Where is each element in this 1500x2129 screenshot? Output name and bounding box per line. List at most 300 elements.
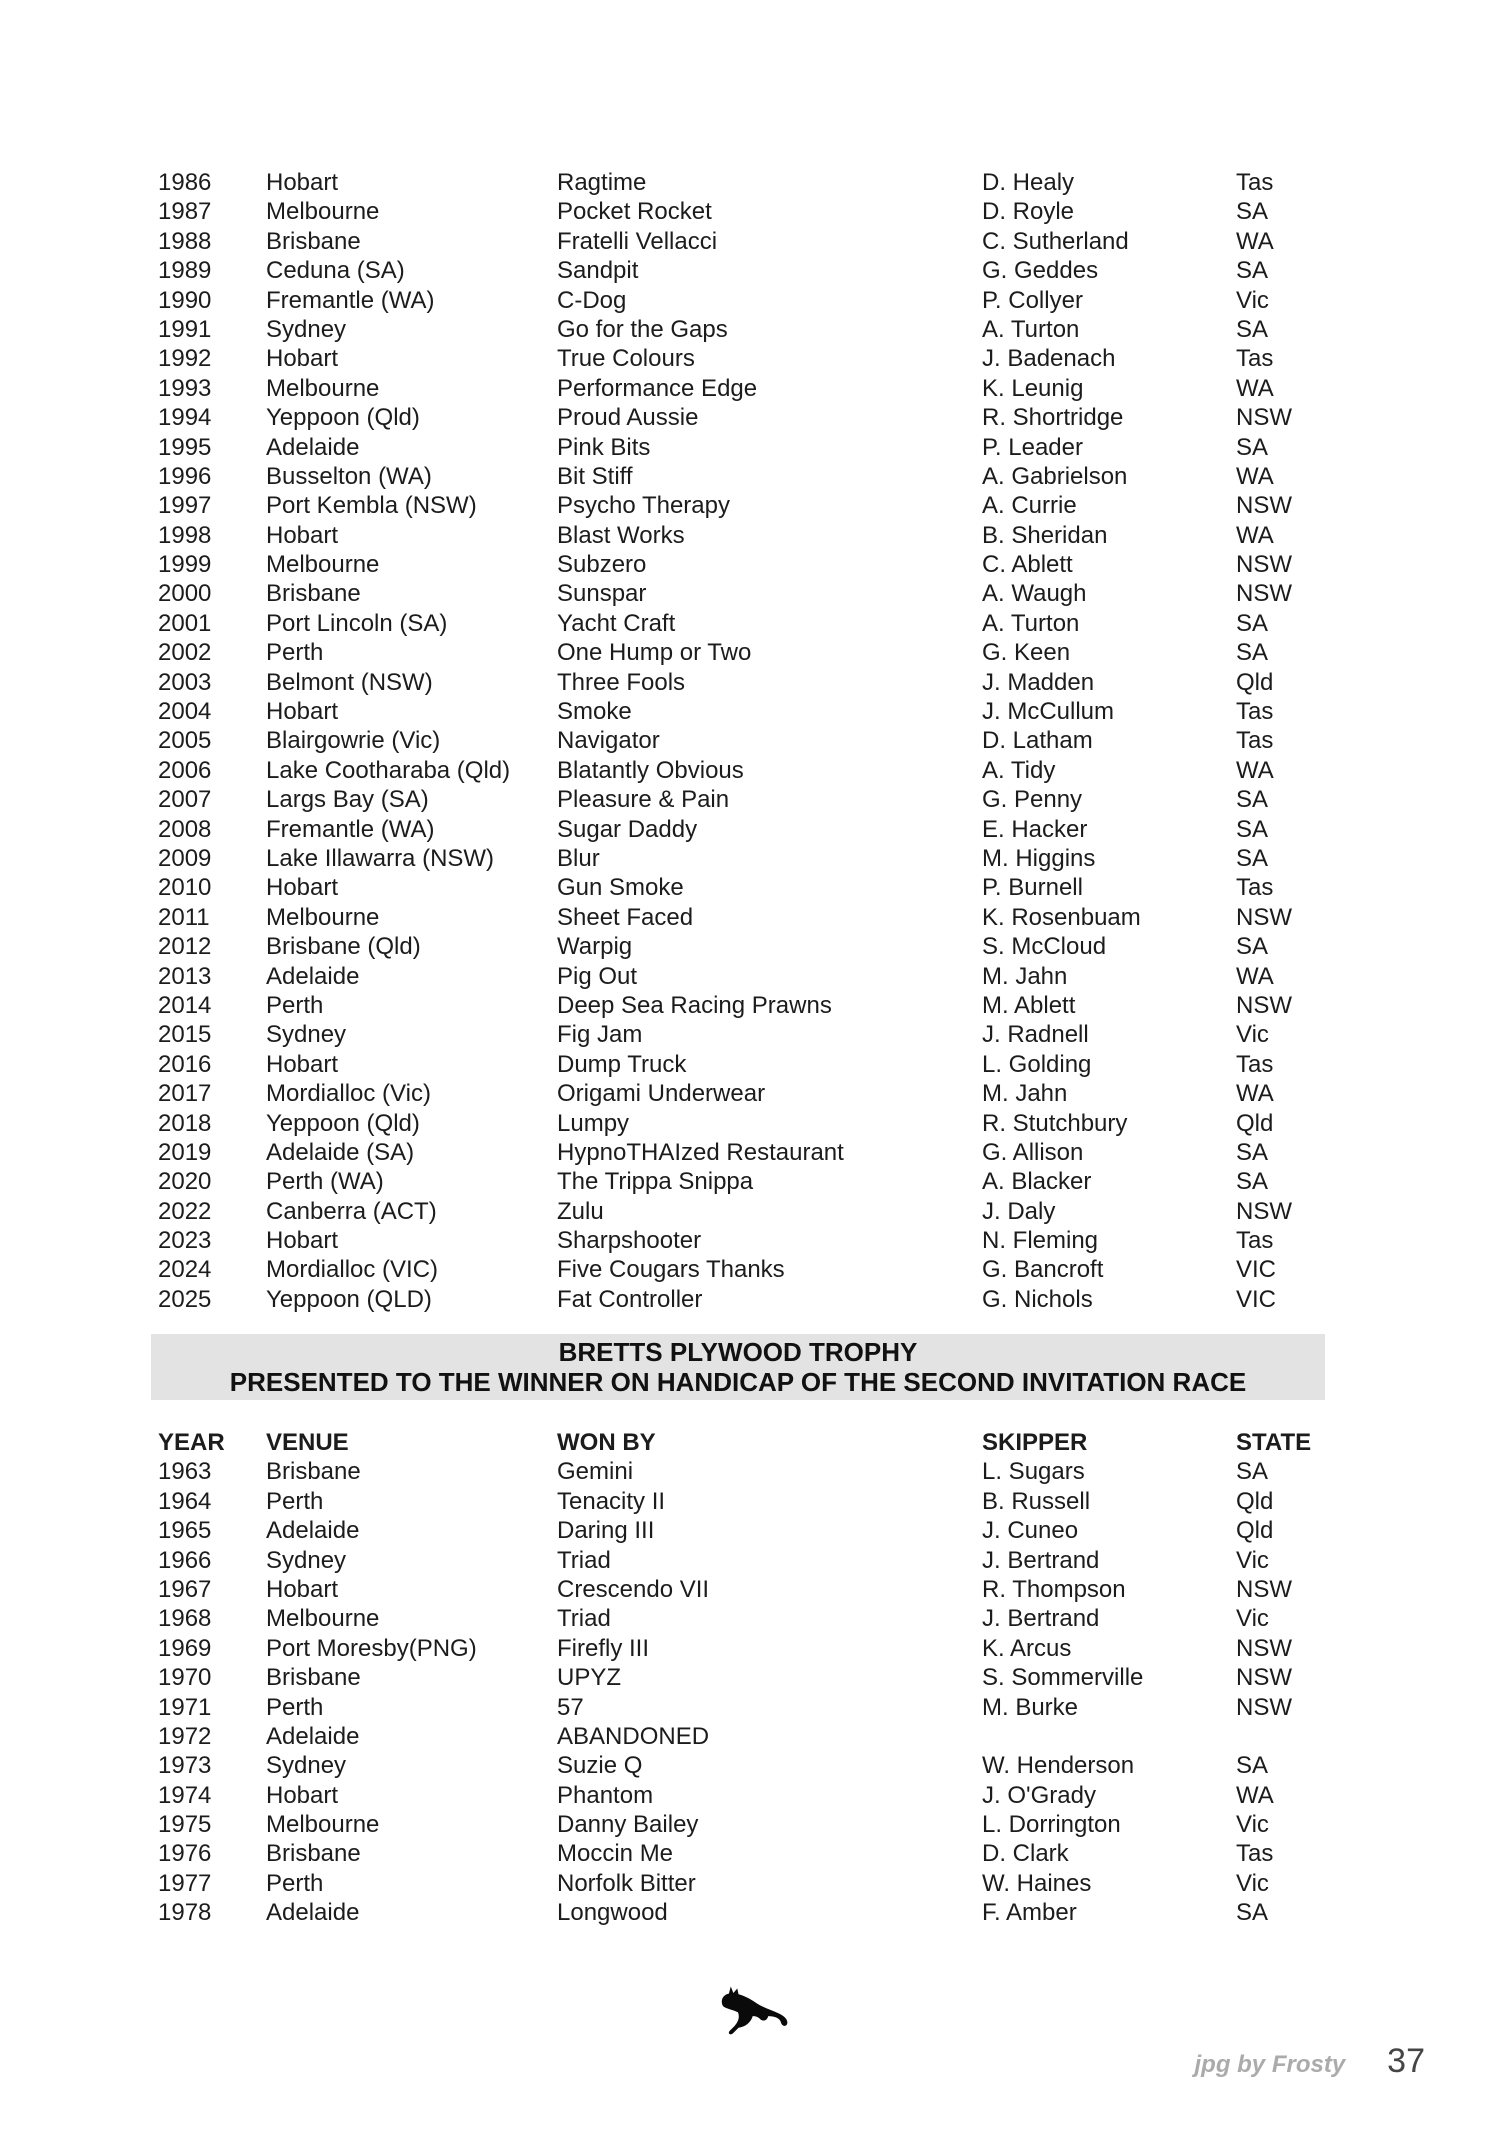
cell-won-by: True Colours [557,345,695,373]
cell-year: 2016 [158,1050,212,1078]
credit-text: jpg by Frosty [1194,2051,1346,2078]
cell-skipper: J. McCullum [982,698,1115,726]
cell-state: SA [1236,933,1269,961]
cell-venue: Hobart [266,1781,339,1809]
cell-skipper: E. Hacker [982,815,1088,843]
table-row [158,873,1325,902]
cell-won-by: Navigator [557,727,660,755]
cell-won-by: Deep Sea Racing Prawns [557,991,832,1019]
table-header-row [158,1428,1325,1457]
cell-won-by: Bit Stiff [557,462,633,490]
table-row [158,1869,1325,1898]
cell-venue: Adelaide (SA) [266,1138,415,1166]
cell-year: 2007 [158,786,212,814]
cell-won-by: Psycho Therapy [557,492,730,520]
cell-year: 1967 [158,1575,212,1603]
results-table-top [158,168,1325,1314]
table-row [158,286,1325,315]
cell-won-by: Warpig [557,933,633,961]
cell-year: 1988 [158,227,212,255]
table-row [158,1751,1325,1780]
cell-venue: Hobart [266,169,339,196]
cell-venue: Yeppoon (Qld) [266,404,420,432]
cell-state: SA [1236,639,1269,667]
cell-won-by: ABANDONED [557,1722,710,1750]
cell-skipper: K. Leunig [982,374,1084,402]
cell-state: VIC [1236,1285,1277,1313]
cell-won-by: Tenacity II [557,1487,666,1515]
cell-year: 2001 [158,609,212,637]
cell-venue: Hobart [266,1050,339,1078]
cell-won-by: Pleasure & Pain [557,786,730,814]
cell-year: 1977 [158,1869,212,1897]
cell-state: WA [1236,374,1274,402]
cell-year: 2024 [158,1256,212,1284]
cell-state [1236,1722,1325,1751]
cell-venue: Melbourne [266,198,380,226]
cell-skipper: G. Nichols [982,1285,1093,1313]
cell-venue: Melbourne [266,1605,380,1633]
cell-year: 1973 [158,1752,212,1780]
cell-won-by: Longwood [557,1899,668,1927]
table-row [158,668,1325,697]
cell-skipper: S. McCloud [982,933,1107,961]
cell-state: SA [1236,786,1269,814]
cell-venue: Fremantle (WA) [266,286,435,314]
cell-venue: Belmont (NSW) [266,668,433,696]
table-row [158,815,1325,844]
cell-venue: Perth [266,639,324,667]
header-venue: VENUE [266,1429,349,1456]
table-row [158,1898,1325,1927]
cell-state: NSW [1236,404,1292,432]
cell-venue: Brisbane [266,580,361,608]
header-state: STATE [1236,1429,1312,1456]
table-row [158,1226,1325,1255]
cell-won-by: Performance Edge [557,374,758,402]
cell-year: 1978 [158,1899,212,1927]
cell-skipper: D. Royle [982,198,1075,226]
cell-year: 2003 [158,668,212,696]
table-row [158,1781,1325,1810]
cell-state: Tas [1236,1050,1274,1078]
cell-skipper: M. Higgins [982,844,1096,872]
cell-skipper: J. Cuneo [982,1517,1079,1545]
cell-year: 2006 [158,756,212,784]
table-row [158,315,1325,344]
cell-year: 2019 [158,1138,212,1166]
cell-state: VIC [1236,1256,1277,1284]
cell-venue: Hobart [266,1227,339,1255]
cell-venue: Yeppoon (Qld) [266,1109,420,1137]
cell-state: NSW [1236,492,1292,520]
cell-skipper: A. Waugh [982,580,1087,608]
cell-won-by: Firefly III [557,1634,650,1662]
table-row [158,1693,1325,1722]
table-row [158,197,1325,226]
cell-skipper: J. Bertrand [982,1605,1100,1633]
cell-state: NSW [1236,1693,1292,1721]
cell-year: 2022 [158,1197,212,1225]
cell-won-by: Daring III [557,1517,655,1545]
cell-venue: Brisbane (Qld) [266,933,421,961]
table-row [158,227,1325,256]
cell-venue: Ceduna (SA) [266,257,405,285]
cell-skipper: G. Geddes [982,257,1099,285]
cell-venue: Perth [266,991,324,1019]
cell-skipper: C. Ablett [982,551,1073,579]
cell-won-by: Five Cougars Thanks [557,1256,785,1284]
cell-year: 1968 [158,1605,212,1633]
cell-venue: Adelaide [266,1899,360,1927]
cell-won-by: Sharpshooter [557,1227,702,1255]
cell-state: NSW [1236,1634,1292,1662]
table-row [158,1810,1325,1839]
cell-venue: Perth (WA) [266,1168,384,1196]
cell-skipper: W. Henderson [982,1752,1135,1780]
cell-year: 2014 [158,991,212,1019]
cell-won-by: Sandpit [557,257,639,285]
cell-year: 2004 [158,698,212,726]
cell-won-by: Zulu [557,1197,604,1225]
table-row [158,962,1325,991]
table-row [158,521,1325,550]
cell-state: Qld [1236,668,1274,696]
table-row [158,579,1325,608]
cell-skipper: L. Sugars [982,1458,1085,1486]
table-row [158,1020,1325,1049]
table-row [158,697,1325,726]
cell-year: 1986 [158,169,212,196]
cell-venue: Melbourne [266,903,380,931]
trophy-subtitle: PRESENTED TO THE WINNER ON HANDICAP OF THE SECOND INVITATION RACE [229,1367,1247,1397]
cell-skipper: A. Turton [982,315,1080,343]
table-row [158,1575,1325,1604]
cell-state: SA [1236,198,1269,226]
cell-venue: Port Moresby(PNG) [266,1634,477,1662]
cell-won-by: Pink Bits [557,433,651,461]
cell-state: Vic [1236,1869,1269,1897]
cell-state: NSW [1236,580,1292,608]
table-row [158,1138,1325,1167]
cell-venue: Largs Bay (SA) [266,786,429,814]
cell-state: SA [1236,815,1269,843]
cell-won-by: One Hump or Two [557,639,752,667]
cell-year: 1999 [158,551,212,579]
table-row [158,932,1325,961]
cell-skipper: N. Fleming [982,1227,1099,1255]
cell-year: 2012 [158,933,212,961]
table-row [158,844,1325,873]
cell-state: Tas [1236,1840,1274,1868]
cell-venue: Hobart [266,1575,339,1603]
cell-skipper: K. Rosenbuam [982,903,1141,931]
cell-venue: Lake Cootharaba (Qld) [266,756,511,784]
cell-state: Tas [1236,874,1274,902]
cell-skipper: K. Arcus [982,1634,1072,1662]
table-row [158,1634,1325,1663]
cell-skipper: L. Golding [982,1050,1092,1078]
cell-year: 1996 [158,462,212,490]
cell-skipper [982,1722,1236,1751]
cell-won-by: Sunspar [557,580,647,608]
cell-state: WA [1236,521,1274,549]
cell-state: SA [1236,609,1269,637]
cell-skipper: A. Currie [982,492,1077,520]
trophy-title: BRETTS PLYWOOD TROPHY [558,1337,918,1367]
table-row [158,1839,1325,1868]
cell-won-by: Blur [557,844,600,872]
trophy-banner [151,1334,1325,1400]
cell-venue: Canberra (ACT) [266,1197,437,1225]
cell-state: SA [1236,433,1269,461]
cell-skipper: B. Russell [982,1487,1091,1515]
cell-won-by: Blatantly Obvious [557,756,744,784]
cell-venue: Melbourne [266,551,380,579]
cell-venue: Busselton (WA) [266,462,432,490]
cell-state: Qld [1236,1109,1274,1137]
table-row [158,403,1325,432]
cell-skipper: A. Gabrielson [982,462,1128,490]
table-row [158,1255,1325,1284]
table-row [158,756,1325,785]
table-row [158,903,1325,932]
cell-won-by: Lumpy [557,1109,630,1137]
cell-year: 1998 [158,521,212,549]
cell-state: NSW [1236,1197,1292,1225]
table-row [158,1722,1325,1751]
table-row [158,991,1325,1020]
cell-venue: Lake Illawarra (NSW) [266,844,495,872]
cell-won-by: Proud Aussie [557,404,699,432]
cell-year: 1963 [158,1458,212,1486]
cell-state: Tas [1236,698,1274,726]
cell-state: WA [1236,1080,1274,1108]
cell-state: WA [1236,462,1274,490]
cell-year: 2013 [158,962,212,990]
cell-venue: Mordialloc (VIC) [266,1256,439,1284]
cell-venue: Sydney [266,1546,347,1574]
cell-state: NSW [1236,551,1292,579]
cell-year: 1974 [158,1781,212,1809]
cell-venue: Sydney [266,1021,347,1049]
cell-year: 1964 [158,1487,212,1515]
cell-venue: Brisbane [266,1664,361,1692]
cell-state: Vic [1236,286,1269,314]
cell-state: WA [1236,962,1274,990]
cell-venue: Port Lincoln (SA) [266,609,448,637]
cell-won-by: The Trippa Snippa [557,1168,754,1196]
cell-year: 2011 [158,903,210,931]
cell-venue: Hobart [266,521,339,549]
cell-year: 1993 [158,374,212,402]
cell-year: 2025 [158,1285,212,1313]
cell-venue: Perth [266,1869,324,1897]
table-row [158,1516,1325,1545]
cell-skipper: F. Amber [982,1899,1077,1927]
cell-skipper: D. Latham [982,727,1093,755]
table-row [158,1663,1325,1692]
cell-skipper: G. Keen [982,639,1071,667]
cell-venue: Brisbane [266,1458,361,1486]
cell-skipper: A. Tidy [982,756,1056,784]
cell-skipper: D. Healy [982,169,1075,196]
cell-venue: Melbourne [266,374,380,402]
cell-state: SA [1236,844,1269,872]
cell-year: 1969 [158,1634,212,1662]
cell-skipper: A. Blacker [982,1168,1092,1196]
cell-won-by: C-Dog [557,286,627,314]
page-footer [1194,2042,1425,2081]
cell-year: 1990 [158,286,212,314]
cell-skipper: M. Burke [982,1693,1079,1721]
cell-year: 2023 [158,1227,212,1255]
cell-year: 1972 [158,1722,212,1750]
cell-venue: Perth [266,1693,324,1721]
cell-won-by: Gemini [557,1458,634,1486]
cell-state: Qld [1236,1517,1274,1545]
cell-won-by: Dump Truck [557,1050,687,1078]
cell-won-by: 57 [557,1693,584,1721]
cell-year: 1975 [158,1811,212,1839]
cell-won-by: Triad [557,1546,611,1574]
cell-venue: Brisbane [266,227,361,255]
cell-state: Vic [1236,1546,1269,1574]
cell-year: 1966 [158,1546,212,1574]
table-row [158,1079,1325,1108]
cell-skipper: J. Madden [982,668,1095,696]
cell-year: 1991 [158,315,212,343]
cell-venue: Port Kembla (NSW) [266,492,477,520]
cell-state: Qld [1236,1487,1274,1515]
cell-won-by: Fratelli Vellacci [557,227,718,255]
table-row [158,1197,1325,1226]
cell-state: Vic [1236,1605,1269,1633]
cell-venue: Yeppoon (QLD) [266,1285,432,1313]
cell-year: 1997 [158,492,212,520]
cell-won-by: Go for the Gaps [557,315,728,343]
cell-won-by: Origami Underwear [557,1080,766,1108]
cell-year: 1989 [158,257,212,285]
cell-state: NSW [1236,1664,1292,1692]
cell-year: 2005 [158,727,212,755]
cell-year: 2018 [158,1109,212,1137]
table-row [158,1487,1325,1516]
cell-state: SA [1236,1458,1269,1486]
cell-year: 1965 [158,1517,212,1545]
cell-skipper: J. O'Grady [982,1781,1096,1809]
cell-venue: Adelaide [266,962,360,990]
cell-venue: Hobart [266,698,339,726]
cell-venue: Melbourne [266,1811,380,1839]
cell-year: 1970 [158,1664,212,1692]
header-won-by: WON BY [557,1429,656,1456]
cell-won-by: Fig Jam [557,1021,643,1049]
cell-won-by: HypnoTHAIzed Restaurant [557,1138,844,1166]
cell-won-by: Norfolk Bitter [557,1869,696,1897]
results-table-bretts-plywood [158,1428,1325,1928]
table-row [158,1285,1325,1314]
cell-venue: Adelaide [266,433,360,461]
cell-won-by: Triad [557,1605,611,1633]
cell-won-by: Gun Smoke [557,874,684,902]
cell-skipper: R. Shortridge [982,404,1124,432]
table-row [158,1050,1325,1079]
cell-venue: Adelaide [266,1722,360,1750]
cell-year: 2015 [158,1021,212,1049]
cell-skipper: J. Badenach [982,345,1116,373]
table-row [158,1457,1325,1486]
cell-venue: Hobart [266,345,339,373]
cell-won-by: Phantom [557,1781,654,1809]
cell-skipper: A. Turton [982,609,1080,637]
cell-skipper: B. Sheridan [982,521,1108,549]
cell-state: Vic [1236,1811,1269,1839]
table-row [158,168,1325,197]
cell-skipper: P. Collyer [982,286,1083,314]
cell-won-by: Blast Works [557,521,685,549]
page-number: 37 [1387,2042,1425,2080]
cell-state: NSW [1236,1575,1292,1603]
cell-venue: Hobart [266,874,339,902]
cell-state: Tas [1236,727,1274,755]
cell-skipper: J. Daly [982,1197,1056,1225]
cell-state: WA [1236,227,1274,255]
cell-state: Tas [1236,345,1274,373]
cell-state: SA [1236,1899,1269,1927]
table-row [158,638,1325,667]
cell-state: SA [1236,1752,1269,1780]
cell-won-by: Pocket Rocket [557,198,712,226]
kangaroo-icon [712,1982,796,2040]
cell-won-by: Moccin Me [557,1840,674,1868]
cell-skipper: J. Radnell [982,1021,1089,1049]
cell-venue: Sydney [266,1752,347,1780]
table-row [158,785,1325,814]
table-row [158,433,1325,462]
cell-venue: Brisbane [266,1840,361,1868]
cell-year: 1992 [158,345,212,373]
cell-skipper: M. Jahn [982,1080,1068,1108]
cell-skipper: D. Clark [982,1840,1069,1868]
cell-state: SA [1236,1138,1269,1166]
cell-year: 1987 [158,198,212,226]
cell-won-by: Danny Bailey [557,1811,699,1839]
cell-state: NSW [1236,903,1292,931]
table-row [158,609,1325,638]
cell-venue: Adelaide [266,1517,360,1545]
table-row [158,256,1325,285]
table-row [158,726,1325,755]
cell-skipper: S. Sommerville [982,1664,1144,1692]
cell-year: 2020 [158,1168,212,1196]
cell-state: WA [1236,756,1274,784]
cell-won-by: Pig Out [557,962,638,990]
cell-year: 2009 [158,844,212,872]
cell-year: 1994 [158,404,212,432]
cell-venue: Fremantle (WA) [266,815,435,843]
cell-year: 1971 [158,1693,212,1721]
cell-won-by: Three Fools [557,668,686,696]
cell-skipper: G. Bancroft [982,1256,1104,1284]
cell-state: Tas [1236,1227,1274,1255]
cell-skipper: L. Dorrington [982,1811,1121,1839]
table-row [158,374,1325,403]
cell-venue: Blairgowrie (Vic) [266,727,441,755]
cell-skipper: J. Bertrand [982,1546,1100,1574]
cell-won-by: Sugar Daddy [557,815,698,843]
cell-year: 2000 [158,580,212,608]
